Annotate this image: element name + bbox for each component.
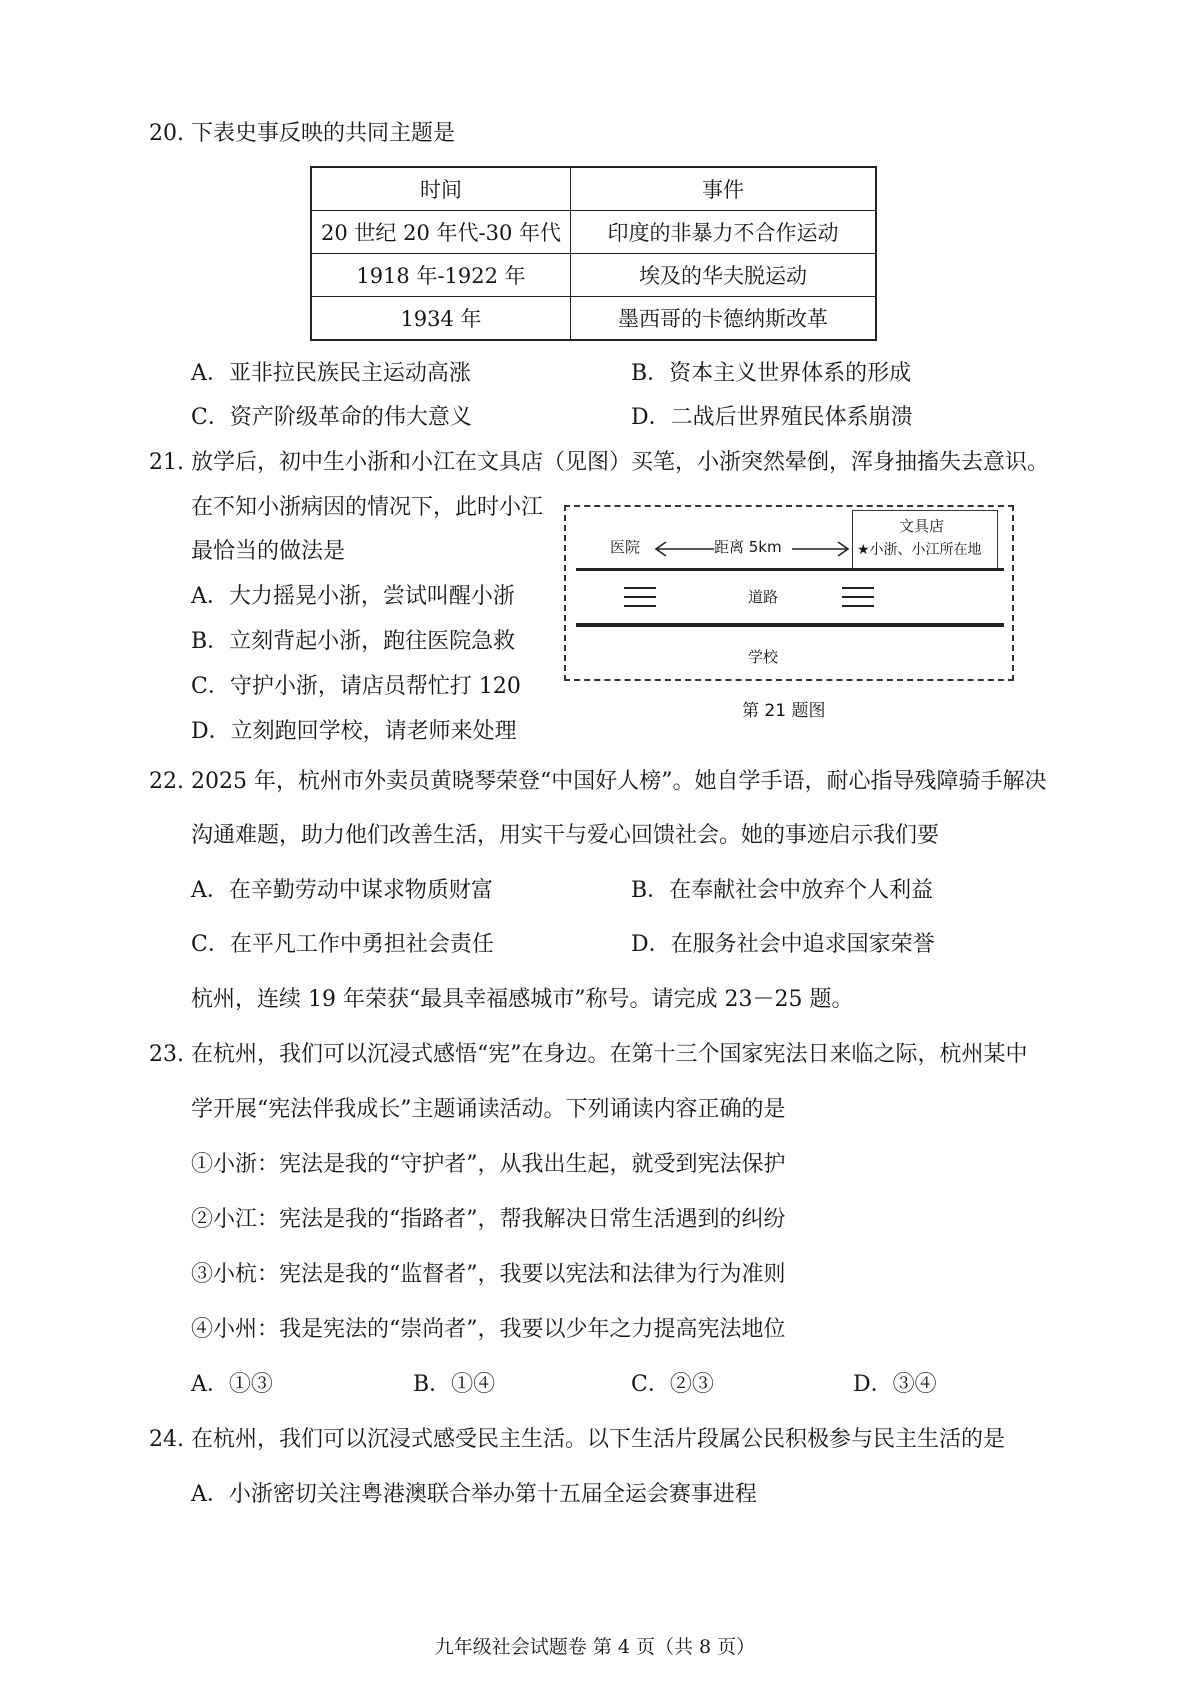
q21-option-a: A．大力摇晃小浙，尝试叫醒小浙 [191,584,515,609]
q21-option-b: B．立刻背起小浙，跑往医院急救 [191,629,516,654]
history-table [310,166,877,341]
q23-option-d: D．③④ [853,1372,937,1397]
q20-option-b: B．资本主义世界体系的形成 [631,361,912,386]
q23-item: ③小杭：宪法是我的“监督者”，我要以宪法和法律为行为准则 [191,1262,786,1287]
q21-stem-line2: 在不知小浙病因的情况下，此时小江 [191,495,544,520]
lane-mark [842,605,874,607]
q20-option-d: D．二战后世界殖民体系崩溃 [631,405,913,430]
lane-mark [624,605,656,607]
distance-label: 距离 5km [714,538,782,556]
store-label: 文具店 [899,517,945,535]
table-header-event: 事件 [571,167,877,211]
q22-option-d: D．在服务社会中追求国家荣誉 [631,932,935,957]
table-cell: 墨西哥的卡德纳斯改革 [571,297,877,341]
q22-stem-line2: 沟通难题，助力他们改善生活，用实干与爱心回馈社会。她的事迹启示我们要 [191,823,940,848]
stationery-store-box [852,510,998,570]
page-footer: 九年级社会试题卷 第 4 页（共 8 页） [434,1636,756,1658]
section-intro: 杭州，连续 19 年荣获“最具幸福感城市”称号。请完成 23－25 题。 [191,987,854,1012]
hospital-label: 医院 [610,538,641,556]
table-row [311,254,876,297]
table-cell: 1918 年-1922 年 [311,254,571,297]
q23-option-b: B．①④ [413,1372,496,1397]
table-row [311,211,876,254]
q23-stem-line2: 学开展“宪法伴我成长”主题诵读活动。下列诵读内容正确的是 [191,1097,786,1122]
q22-option-b: B．在奉献社会中放弃个人利益 [631,878,934,903]
school-label: 学校 [748,648,779,666]
q21-map-figure [564,505,1014,681]
q20-stem: 20. 下表史事反映的共同主题是 [149,121,455,146]
q23-item: ①小浙：宪法是我的“守护者”，从我出生起，就受到宪法保护 [191,1152,786,1177]
q23-option-c: C．②③ [631,1372,714,1397]
location-label: ★小浙、小江所在地 [857,542,982,558]
table-row [311,297,876,341]
road-top-line [576,568,1004,571]
table-cell: 埃及的华夫脱运动 [571,254,877,297]
table-cell: 1934 年 [311,297,571,341]
q20-option-a: A．亚非拉民族民主运动高涨 [191,361,471,386]
lane-mark [842,596,874,598]
q23-item: ④小州：我是宪法的“崇尚者”，我要以少年之力提高宪法地位 [191,1317,786,1342]
q22-option-c: C．在平凡工作中勇担社会责任 [191,932,494,957]
q21-stem-line1: 21. 放学后，初中生小浙和小江在文具店（见图）买笔，小浙突然晕倒，浑身抽搐失去意识。 [149,450,1049,475]
lane-mark [842,587,874,589]
q21-option-d: D．立刻跑回学校，请老师来处理 [191,719,517,744]
table-cell: 20 世纪 20 年代-30 年代 [311,211,571,254]
q23-option-a: A．①③ [191,1372,273,1397]
q20-option-c: C．资产阶级革命的伟大意义 [191,405,472,430]
q21-stem-line3: 最恰当的做法是 [191,539,346,564]
lane-mark [624,587,656,589]
road-label: 道路 [748,588,779,606]
road-bottom-line [576,623,1004,627]
q24-stem: 24. 在杭州，我们可以沉浸式感受民主生活。以下生活片段属公民积极参与民主生活的是 [149,1427,1005,1452]
q22-stem-line1: 22. 2025 年，杭州市外卖员黄晓琴荣登“中国好人榜”。她自学手语，耐心指导残障骑手解决 [149,769,1047,794]
q21-option-c: C．守护小浙，请店员帮忙打 120 [191,674,521,699]
table-header-time: 时间 [311,167,571,211]
table-header-row [311,167,876,211]
figure-caption: 第 21 题图 [742,701,826,721]
q23-item: ②小江：宪法是我的“指路者”，帮我解决日常生活遇到的纠纷 [191,1207,786,1232]
lane-mark [624,596,656,598]
table-cell: 印度的非暴力不合作运动 [571,211,877,254]
q23-stem-line1: 23. 在杭州，我们可以沉浸式感悟“宪”在身边。在第十三个国家宪法日来临之际，杭州某中 [149,1042,1028,1067]
q24-option-a: A．小浙密切关注粤港澳联合举办第十五届全运会赛事进程 [191,1482,757,1507]
q22-option-a: A．在辛勤劳动中谋求物质财富 [191,878,493,903]
